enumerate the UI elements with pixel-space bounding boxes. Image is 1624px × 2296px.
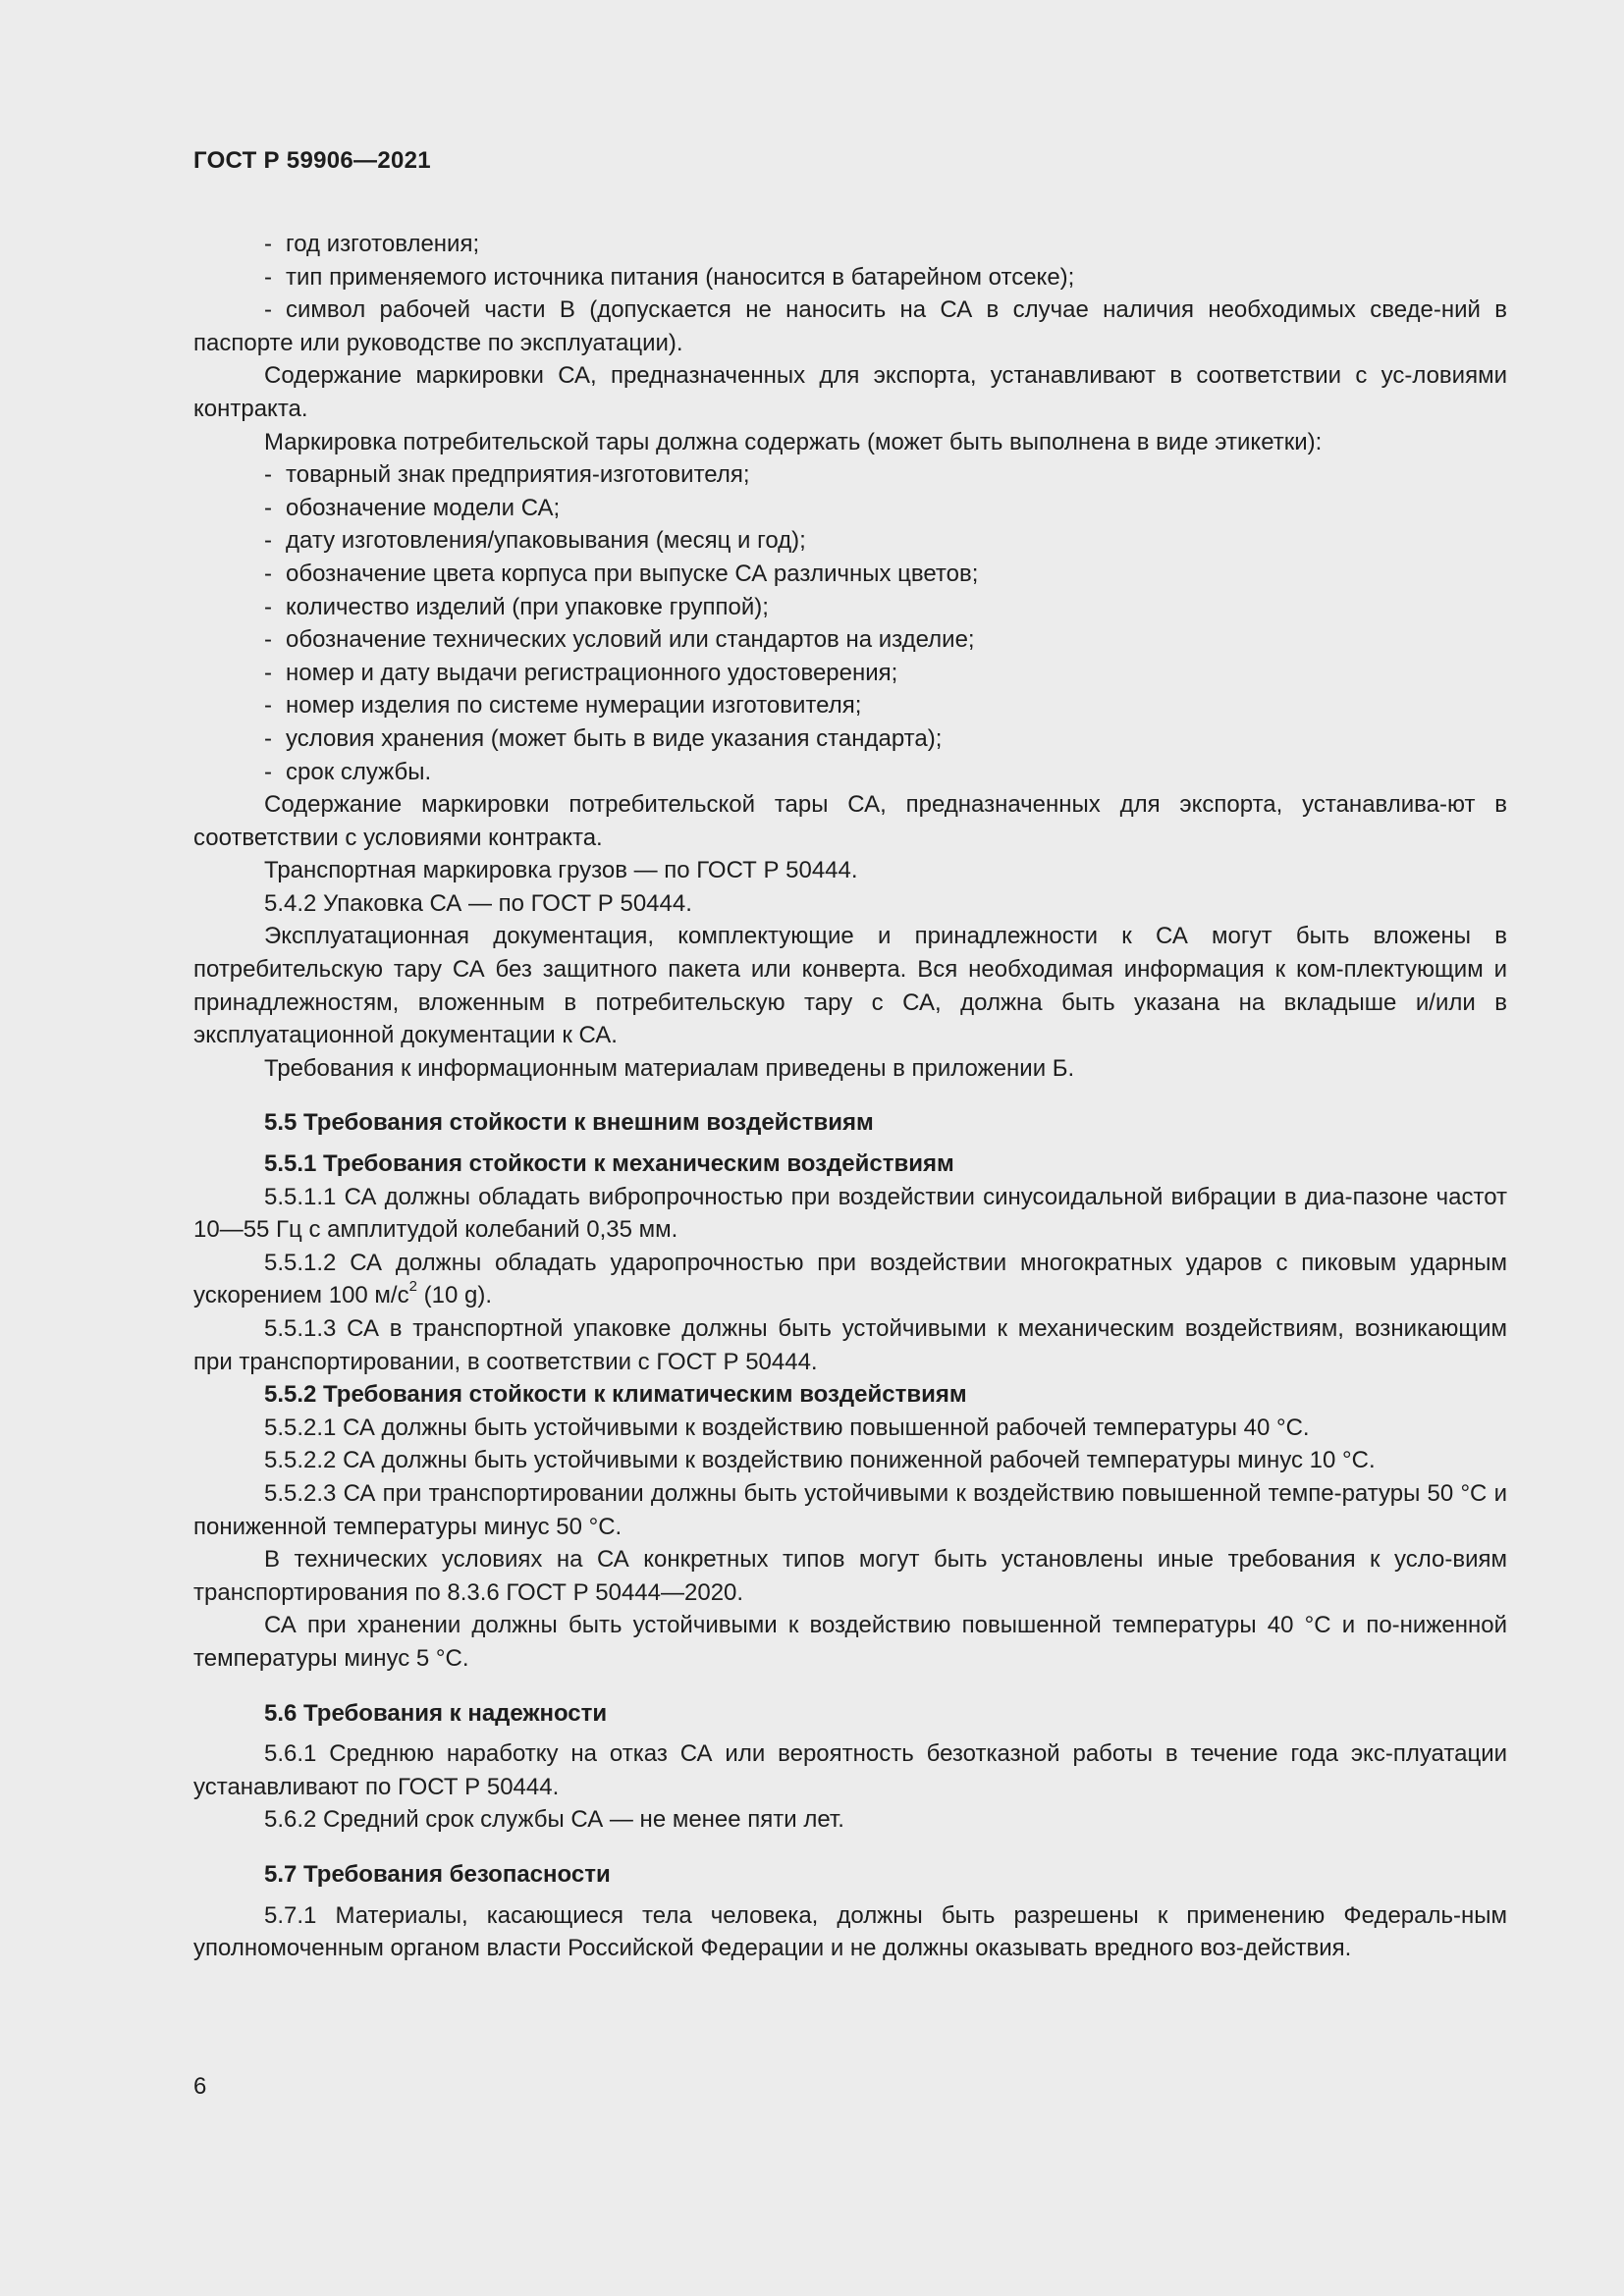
document-header: ГОСТ Р 59906—2021 — [193, 147, 431, 174]
list-item: - обозначение модели СА; — [264, 494, 561, 521]
paragraph: СА при хранении должны быть устойчивыми к воздействию повышенной температуры 40 °С и по-ниженной температуры минус 5 °С. — [193, 1612, 1507, 1672]
document-body — [193, 228, 1507, 1965]
marking-list — [193, 228, 1507, 359]
consumer-pack-list — [193, 458, 1507, 788]
list-item: - условия хранения (может быть в виде указания стандарта); — [264, 724, 943, 752]
paragraph: 5.4.2 Упаковка СА — по ГОСТ Р 50444. — [264, 889, 692, 917]
paragraph: 5.5.1.1 СА должны обладать вибропрочностью при воздействии синусоидальной вибрации в диа-пазоне частот 10—55 Гц с амплитудой колебаний 0,35 мм. — [193, 1183, 1507, 1244]
paragraph: Маркировка потребительской тары должна содержать (может быть выполнена в виде этикетки): — [264, 428, 1323, 455]
paragraph: Содержание маркировки потребительской тары СА, предназначенных для экспорта, устанавлива-ют в соответствии с условиями контракта. — [193, 791, 1507, 851]
paragraph: 5.5.2.3 СА при транспортировании должны быть устойчивыми к воздействию повышенной темпе-ратуры 50 °С и пониженной температуры минус 50 °С. — [193, 1479, 1507, 1540]
paragraph: В технических условиях на СА конкретных типов могут быть установлены иные требования к усло-виям транспортирования по 8.3.6 ГОСТ Р 50444—2020. — [193, 1546, 1507, 1606]
list-item: - дату изготовления/упаковывания (месяц и год); — [264, 527, 806, 555]
list-item: - обозначение цвета корпуса при выпуске СА различных цветов; — [264, 560, 979, 587]
superscript: 2 — [408, 1278, 417, 1296]
paragraph: 5.5.1.2 СА должны обладать ударопрочностью при воздействии многократных ударов с пиковым ударным ускорением 100 $м/с^2$ (10 g). — [193, 1249, 1507, 1309]
list-item: - срок службы. — [264, 758, 432, 785]
paragraph: 5.5.2.1 СА должны быть устойчивыми к воздействию повышенной рабочей температуры 40 °С. — [264, 1414, 1310, 1441]
list-item: - символ рабочей части В (допускается не наносить на СА в случае наличия необходимых сведе-ний в паспорте или руководстве по эксплуатации). — [193, 296, 1507, 356]
section-heading: 5.7 Требования безопасности — [264, 1860, 611, 1888]
paragraph: 5.6.2 Средний срок службы СА — не менее пяти лет. — [264, 1806, 844, 1834]
list-item: - номер и дату выдачи регистрационного удостоверения; — [264, 659, 898, 686]
subsection-heading: 5.5.2 Требования стойкости к климатическим воздействиям — [264, 1381, 967, 1409]
paragraph: Требования к информационным материалам приведены в приложении Б. — [264, 1054, 1075, 1082]
paragraph: Содержание маркировки СА, предназначенных для экспорта, устанавливают в соответствии с ус-ловиями контракта. — [193, 362, 1507, 422]
subsection-heading: 5.5.1 Требования стойкости к механическим воздействиям — [264, 1150, 954, 1178]
list-item: - номер изделия по системе нумерации изготовителя; — [264, 692, 862, 720]
section-heading: 5.6 Требования к надежности — [264, 1699, 608, 1727]
list-item: - товарный знак предприятия-изготовителя; — [264, 461, 750, 489]
page-number: 6 — [193, 2073, 207, 2100]
list-item: - количество изделий (при упаковке группой); — [264, 593, 769, 620]
paragraph: 5.7.1 Материалы, касающиеся тела человека, должны быть разрешены к применению Федераль-ным уполномоченным органом власти Российской Федерации и не должны оказывать вредного воз-действия. — [193, 1901, 1507, 1962]
list-item: - тип применяемого источника питания (наносится в батарейном отсеке); — [264, 263, 1075, 291]
paragraph: 5.5.1.3 СА в транспортной упаковке должны быть устойчивыми к механическим воздействиям, возникающим при транспортировании, в соответствии с ГОСТ Р 50444. — [193, 1315, 1507, 1375]
paragraph: Транспортная маркировка грузов — по ГОСТ Р 50444. — [264, 857, 858, 884]
paragraph: 5.5.2.2 СА должны быть устойчивыми к воздействию пониженной рабочей температуры минус 10 °С. — [264, 1447, 1376, 1474]
list-item: - обозначение технических условий или стандартов на изделие; — [264, 626, 975, 654]
paragraph: Эксплуатационная документация, комплектующие и принадлежности к СА могут быть вложены в потребительскую тару СА без защитного пакета или конверта. Вся необходимая информация к ком-плектующим и принадлежностям, вложенным в потребительскую тару с СА, должна быть указана на вкладыше и/или в эксплуатационной документации к СА. — [193, 923, 1507, 1049]
section-heading: 5.5 Требования стойкости к внешним воздействиям — [264, 1109, 874, 1137]
paragraph: 5.6.1 Среднюю наработку на отказ СА или вероятность безотказной работы в течение года экс-плуатации устанавливают по ГОСТ Р 50444. — [193, 1740, 1507, 1800]
list-item: - год изготовления; — [264, 231, 480, 257]
